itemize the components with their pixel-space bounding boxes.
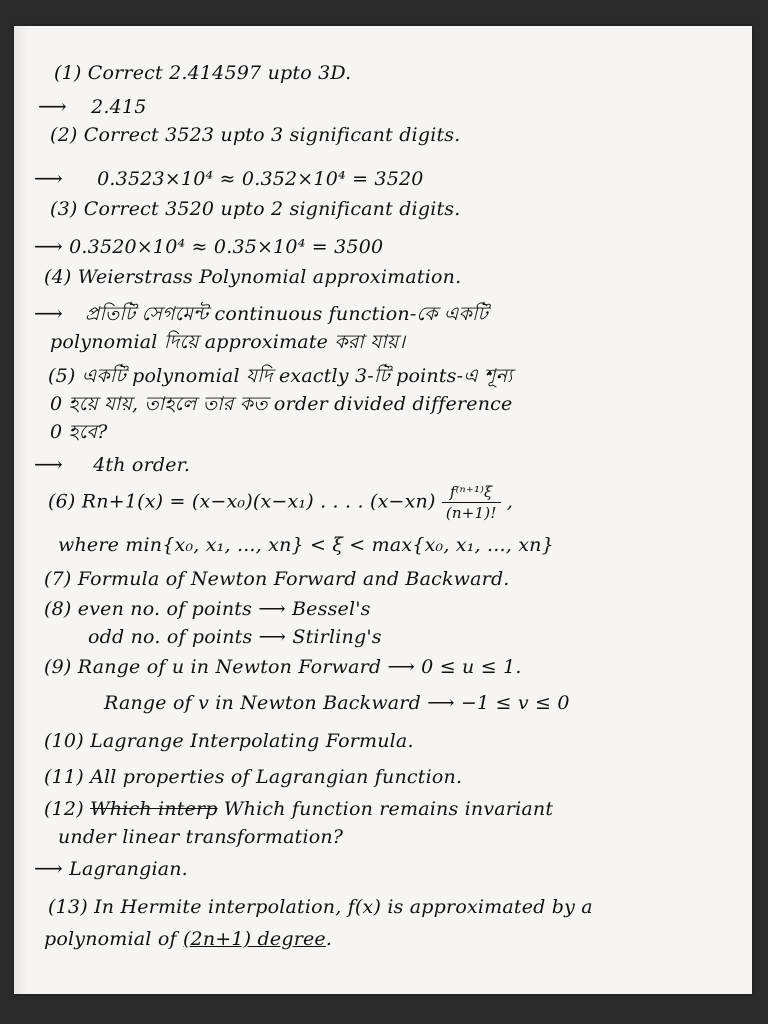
question-4-number: (4) xyxy=(44,266,72,288)
question-7-text: Formula of Newton Forward and Backward. xyxy=(77,568,510,590)
answer-5 xyxy=(34,452,190,476)
answer-2-text: 0.3523×10⁴ ≈ 0.352×10⁴ = 3520 xyxy=(97,168,424,190)
question-5-text-2: 0 হয়ে যায়, তাহলে তার কত order divided difference xyxy=(50,393,513,415)
question-5-text-1: একটি polynomial যদি exactly 3-টি points-এ শূন্য xyxy=(81,365,513,387)
question-9-text-1: Range of u in Newton Forward ⟶ 0 ≤ u ≤ 1. xyxy=(77,656,522,678)
question-4-text: Weierstrass Polynomial approximation. xyxy=(77,266,462,288)
question-7-number: (7) xyxy=(44,568,72,590)
question-1-number: (1) xyxy=(54,62,82,84)
question-13-line-2 xyxy=(44,928,332,950)
answer-4-bengali-text: প্রতিটি সেগমেন্ট continuous function-কে একটি xyxy=(85,303,489,325)
question-12-number: (12) xyxy=(44,798,84,820)
question-6-number: (6) xyxy=(48,490,76,513)
question-13-line-1 xyxy=(48,896,593,918)
question-13-number: (13) xyxy=(48,896,88,918)
question-10 xyxy=(44,730,414,752)
question-10-text: Lagrange Interpolating Formula. xyxy=(90,730,414,752)
question-9-line-1 xyxy=(44,656,522,678)
question-8-number: (8) xyxy=(44,598,72,620)
question-5-line-2 xyxy=(50,390,512,422)
question-2-text: Correct 3523 upto 3 significant digits. xyxy=(83,124,461,146)
degree-answer: (2n+1) degree xyxy=(182,928,326,950)
question-11 xyxy=(44,766,462,788)
question-12-line-2 xyxy=(58,826,343,848)
page-edge xyxy=(14,26,28,994)
question-9-line-2 xyxy=(104,692,570,714)
question-12-text-2: under linear transformation? xyxy=(58,826,344,848)
question-11-text: All properties of Lagrangian function. xyxy=(90,766,463,788)
question-5-text-3: 0 হবে? xyxy=(50,421,108,443)
question-13-text-2a: polynomial of xyxy=(44,928,183,950)
answer-12 xyxy=(34,856,188,880)
remainder-formula-lhs: Rn+1(x) = (x−x₀)(x−x₁) . . . . (x−xn) xyxy=(81,490,436,513)
arrow-icon: ⟶ xyxy=(34,234,63,258)
answer-1 xyxy=(38,94,147,118)
question-6-formula xyxy=(48,482,513,523)
arrow-icon: ⟶ xyxy=(34,856,63,880)
struck-out-text: Which interp xyxy=(90,798,218,820)
question-9-text-2: Range of v in Newton Backward ⟶ −1 ≤ v ≤ 0 xyxy=(104,692,570,714)
question-2 xyxy=(50,124,461,146)
question-13-text-2b: . xyxy=(325,928,333,950)
question-10-number: (10) xyxy=(44,730,84,752)
remainder-fraction xyxy=(442,482,501,523)
question-8-line-2 xyxy=(88,626,382,648)
fraction-numerator: f⁽ⁿ⁺¹⁾ξ xyxy=(442,482,501,503)
fraction-denominator: (n+1)! xyxy=(445,504,497,522)
arrow-icon: ⟶ xyxy=(34,301,63,325)
question-12-line-1 xyxy=(44,798,553,820)
where-clause: where min{x₀, x₁, ..., xn} < ξ < max{x₀, x₁, ..., xn} xyxy=(58,534,554,556)
answer-3 xyxy=(34,234,383,258)
answer-4-line-2 xyxy=(50,328,405,360)
question-2-number: (2) xyxy=(50,124,78,146)
question-13-text-1: In Hermite interpolation, f(x) is approximated by a xyxy=(94,896,593,918)
arrow-icon: ⟶ xyxy=(34,452,63,476)
question-8-text-1: even no. of points ⟶ Bessel's xyxy=(77,598,371,620)
question-12-text-1: Which function remains invariant xyxy=(223,798,554,820)
question-3 xyxy=(50,198,461,220)
question-1-text: Correct 2.414597 upto 3D. xyxy=(87,62,352,84)
question-1 xyxy=(54,62,351,84)
question-3-text: Correct 3520 upto 2 significant digits. xyxy=(83,198,461,220)
answer-1-text: 2.415 xyxy=(91,96,147,118)
question-8-line-1 xyxy=(44,598,371,620)
question-3-number: (3) xyxy=(50,198,78,220)
answer-12-text: Lagrangian. xyxy=(69,858,188,880)
answer-4-line-2-text: polynomial দিয়ে approximate করা যায়। xyxy=(50,331,406,353)
question-5-number: (5) xyxy=(48,365,76,387)
question-6-where xyxy=(58,534,554,556)
question-8-text-2: odd no. of points ⟶ Stirling's xyxy=(88,626,382,648)
question-5-line-3 xyxy=(50,418,108,450)
notebook-page xyxy=(14,26,752,994)
answer-2 xyxy=(34,166,424,190)
arrow-icon: ⟶ xyxy=(38,94,67,118)
question-11-number: (11) xyxy=(44,766,84,788)
formula-tail: , xyxy=(506,490,514,513)
question-4 xyxy=(44,266,461,288)
answer-5-text: 4th order. xyxy=(93,454,191,476)
arrow-icon: ⟶ xyxy=(34,166,63,190)
answer-3-text: 0.3520×10⁴ ≈ 0.35×10⁴ = 3500 xyxy=(69,236,384,258)
question-9-number: (9) xyxy=(44,656,72,678)
question-7 xyxy=(44,568,510,590)
